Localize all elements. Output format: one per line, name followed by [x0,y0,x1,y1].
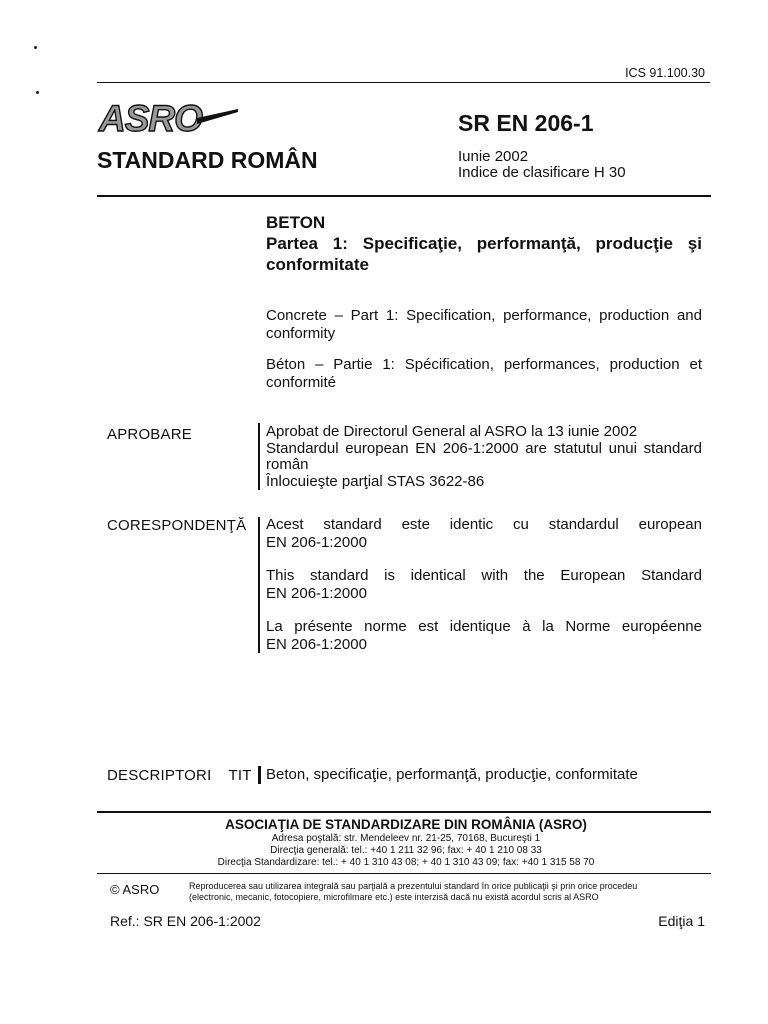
title-english: conformity [266,325,336,342]
correspondence-label: CORESPONDENŢĂ [107,517,247,534]
copyright: © ASRO [110,882,160,897]
approval-label: APROBARE [107,426,192,443]
reproduction-notice: (electronic, mecanic, fotocopiere, microfilmare etc.) este interzisă dacă nu există acordul scris al ASRO [189,892,599,902]
scan-speck [34,46,37,49]
logo-wordmark: ASRO [99,98,202,138]
descriptors-text: Beton, specificaţie, performanţă, producţie, conformitate [266,766,638,783]
correspondence-french: La présente norme est identique à la Norme européenne [266,618,702,635]
correspondence-romanian: Acest standard este identic cu standardul european [266,516,702,533]
approval-line: Aprobat de Directorul General al ASRO la 13 iunie 2002 [266,423,638,440]
organization-name: ASOCIAŢIA DE STANDARDIZARE DIN ROMÂNIA (ASRO) [225,817,587,832]
title-english: Concrete – Part 1: Specification, performance, production and [266,307,702,324]
footer-bottom-rule [97,873,711,874]
logo-wing [197,109,238,124]
scan-speck [36,91,39,94]
correspondence-romanian: EN 206-1:2000 [266,534,367,551]
title-main: BETON [266,213,326,232]
contact-line: Adresa poştală: str. Mendeleev nr. 21-25, 70168, Bucureşti 1 [271,833,541,844]
title-french: conformité [266,374,337,391]
edition: Ediţia 1 [658,913,705,929]
correspondence-english: EN 206-1:2000 [266,585,367,602]
contact-line: Direcţia Standardizare: tel.: + 40 1 310 43 08; + 40 1 310 43 09; fax: +40 1 315 58 70 [217,857,595,868]
ics-code: ICS 91.100.30 [625,66,705,80]
header-bottom-rule [97,195,711,197]
title-french: Béton – Partie 1: Spécification, performances, production et [266,356,702,373]
reproduction-notice: Reproducerea sau utilizarea integrală sau parţială a prezentului standard în orice publicaţii şi prin orice procedeu [189,881,638,891]
approval-line: român [266,456,309,473]
footer-top-rule [97,811,711,813]
contact-line: Direcţia generală: tel.: +40 1 211 32 96; fax: + 40 1 210 08 33 [270,845,542,856]
document-reference: Ref.: SR EN 206-1:2002 [110,913,261,929]
standard-code: SR EN 206-1 [458,110,594,136]
correspondence-french: EN 206-1:2000 [266,636,367,653]
approval-line: Standardul european EN 206-1:2000 are statutul unui standard [266,440,702,457]
correspondence-english: This standard is identical with the European Standard [266,567,702,584]
header-top-rule [97,82,710,83]
descriptors-label: DESCRIPTORI TIT [107,767,252,784]
title-line: conformitate [266,255,369,274]
title-line: Partea 1: Specificaţie, performanţă, producţie şi [266,234,702,253]
publication-date: Iunie 2002 [458,148,529,165]
correspondence-margin-bar [258,517,260,653]
approval-line: Înlocuieşte parţial STAS 3622-86 [266,473,485,490]
classification-index: Indice de clasificare H 30 [458,164,626,181]
asro-logo [97,96,242,138]
descriptors-margin-bar [258,766,261,784]
document-type: STANDARD ROMÂN [97,147,318,173]
approval-margin-bar [258,423,260,490]
